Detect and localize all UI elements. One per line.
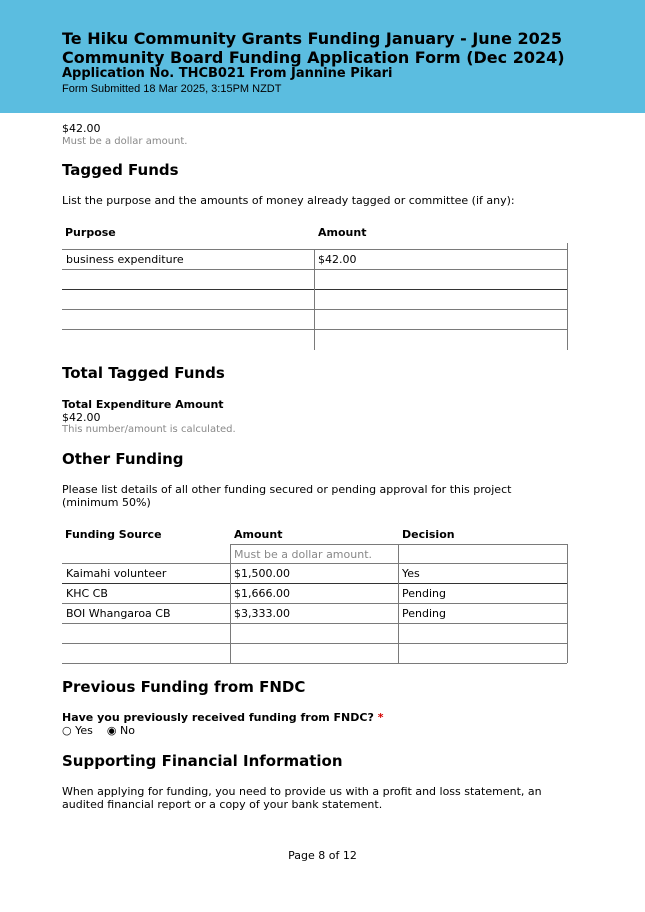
table-rule xyxy=(62,563,567,564)
total-expenditure-value: $42.00 xyxy=(62,411,101,424)
table-col-divider xyxy=(314,249,315,350)
previous-funding-options xyxy=(62,724,135,737)
form-title-line-2: Community Board Funding Application Form (Dec 2024) xyxy=(62,48,565,67)
table-rule xyxy=(62,663,567,664)
submitted-date: Form Submitted 18 Mar 2025, 3:15PM NZDT xyxy=(62,83,282,95)
radio-selected-icon: ◉ xyxy=(106,724,117,737)
form-header xyxy=(0,0,645,113)
tagged-funds-title: Tagged Funds xyxy=(62,161,179,179)
table-rule xyxy=(62,583,567,584)
table-col-divider xyxy=(398,544,399,663)
table-col-divider xyxy=(230,544,231,663)
other-funding-instructions: Please list details of all other funding secured or pending approval for this project (minimum 50%) xyxy=(62,483,512,509)
other-funding-title: Other Funding xyxy=(62,450,184,468)
top-field-value: $42.00 xyxy=(62,122,101,135)
form-title-line-1: Te Hiku Community Grants Funding January - June 2025 xyxy=(62,29,563,48)
table-rule xyxy=(230,544,568,545)
application-number: Application No. THCB021 From Jannine Pikari xyxy=(62,66,393,81)
radio-yes-label: Yes xyxy=(75,724,93,737)
other-row-2-source: KHC CB xyxy=(66,587,108,600)
table-rule xyxy=(62,603,567,604)
other-col-amount: Amount xyxy=(234,528,283,541)
other-col-source: Funding Source xyxy=(65,528,162,541)
tagged-col-amount: Amount xyxy=(318,226,367,239)
total-expenditure-hint: This number/amount is calculated. xyxy=(62,424,236,435)
radio-yes[interactable] xyxy=(62,724,96,737)
required-mark: * xyxy=(377,711,384,724)
tagged-row-1-amount: $42.00 xyxy=(318,253,357,266)
other-row-3-amount: $3,333.00 xyxy=(234,607,290,620)
other-row-1-source: Kaimahi volunteer xyxy=(66,567,167,580)
tagged-col-purpose: Purpose xyxy=(65,226,116,239)
radio-unselected-icon: ○ xyxy=(62,724,72,737)
amount-hint: Must be a dollar amount. xyxy=(234,548,373,561)
page-number: Page 8 of 12 xyxy=(288,849,357,862)
other-row-1-amount: $1,500.00 xyxy=(234,567,290,580)
total-tagged-title: Total Tagged Funds xyxy=(62,364,225,382)
tagged-row-1-purpose: business expenditure xyxy=(66,253,184,266)
top-field-hint: Must be a dollar amount. xyxy=(62,136,188,147)
other-row-1-decision: Yes xyxy=(402,567,420,580)
other-row-2-decision: Pending xyxy=(402,587,446,600)
radio-no[interactable] xyxy=(107,724,135,737)
table-rule xyxy=(62,643,567,644)
tagged-funds-instructions: List the purpose and the amounts of money already tagged or committee (if any): xyxy=(62,194,515,207)
previous-funding-question xyxy=(62,711,383,724)
table-col-divider xyxy=(567,544,568,663)
other-row-3-decision: Pending xyxy=(402,607,446,620)
total-expenditure-label: Total Expenditure Amount xyxy=(62,398,224,411)
previous-funding-title: Previous Funding from FNDC xyxy=(62,678,306,696)
previous-funding-question-text: Have you previously received funding from FNDC? xyxy=(62,711,374,724)
supporting-text: When applying for funding, you need to provide us with a profit and loss statement, an audited financial report or a copy of your bank statement. xyxy=(62,785,542,811)
other-row-2-amount: $1,666.00 xyxy=(234,587,290,600)
other-col-decision: Decision xyxy=(402,528,455,541)
radio-no-label: No xyxy=(119,724,135,737)
table-col-divider xyxy=(567,243,568,350)
table-rule xyxy=(62,623,567,624)
supporting-title: Supporting Financial Information xyxy=(62,752,343,770)
other-row-3-source: BOI Whangaroa CB xyxy=(66,607,171,620)
